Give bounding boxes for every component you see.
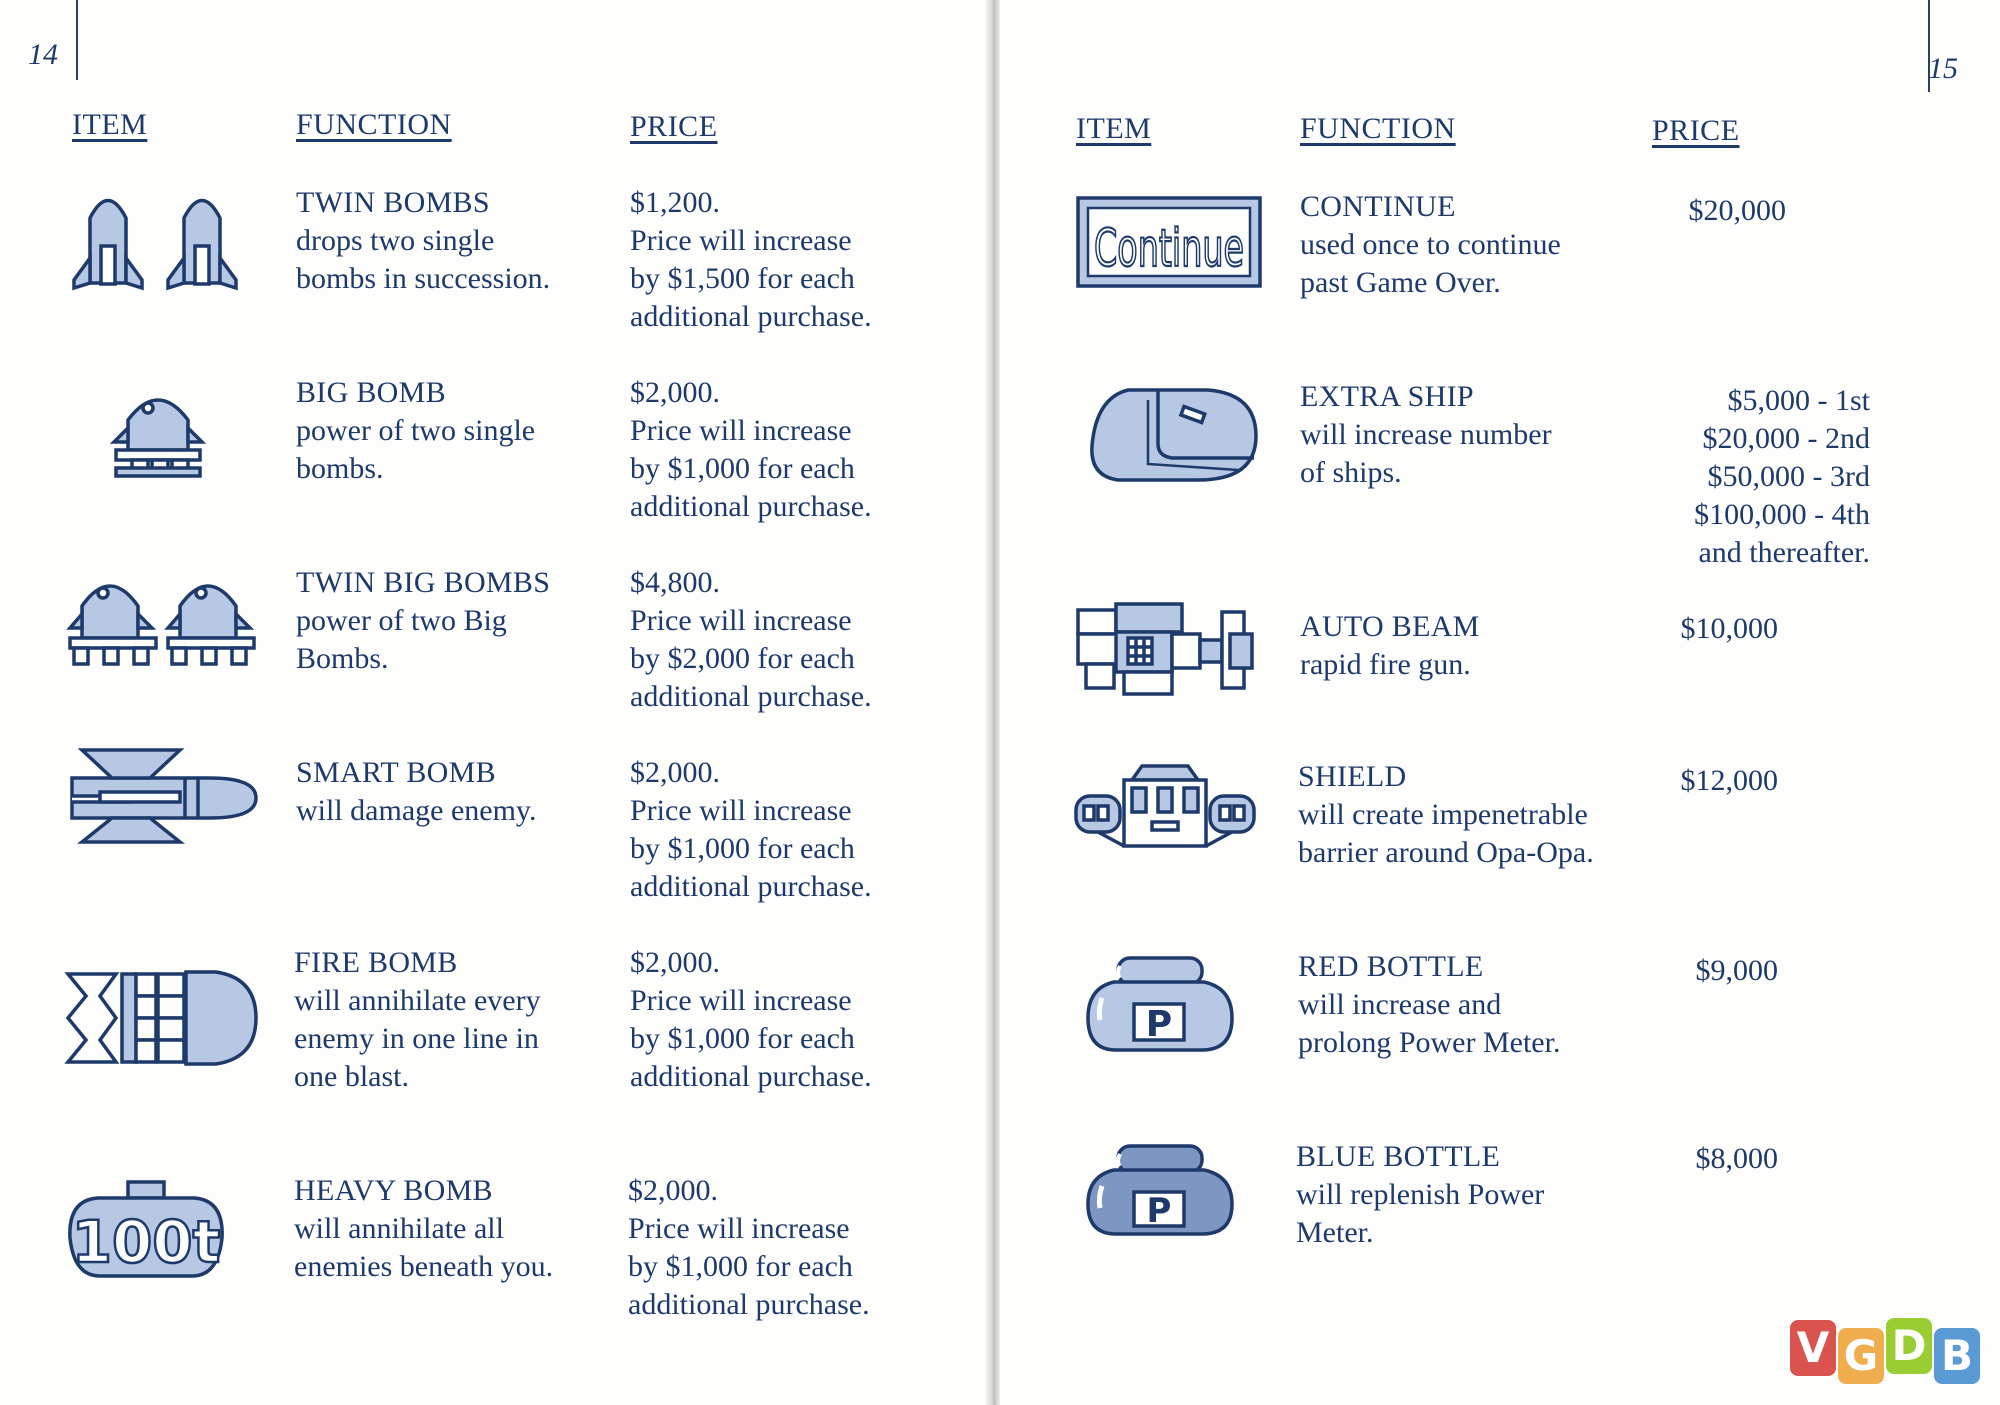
heavy-bomb-label: 100t — [71, 1208, 221, 1276]
item-name-heavy-bomb: HEAVY BOMB — [294, 1174, 493, 1207]
item-price-extra-ship: $5,000 - 1st $20,000 - 2nd $50,000 - 3rd $100,000 - 4th and thereafter. — [1694, 384, 1870, 569]
item-function-shield: will create impenetrable barrier around Opa-Opa. — [1298, 798, 1594, 869]
page-number-left: 14 — [28, 38, 58, 71]
shield-icon — [1070, 762, 1260, 858]
item-price-blue-bottle: $8,000 — [1695, 1142, 1778, 1175]
page-number-right: 15 — [1928, 52, 1958, 85]
item-price-continue: $20,000 — [1688, 194, 1786, 227]
item-price-smart-bomb: $2,000. Price will increase by $1,000 for each additional purchase. — [630, 756, 872, 903]
margin-line-left — [76, 0, 78, 80]
auto-beam-icon — [1074, 604, 1254, 696]
header-price-left: PRICE — [630, 110, 718, 143]
item-price-red-bottle: $9,000 — [1695, 954, 1778, 987]
red-bottle-icon — [1084, 954, 1234, 1054]
item-name-fire-bomb: FIRE BOMB — [294, 946, 458, 979]
item-name-shield: SHIELD — [1298, 760, 1407, 793]
item-function-twin-bombs: drops two single bombs in succession. — [296, 224, 551, 295]
item-name-blue-bottle: BLUE BOTTLE — [1296, 1140, 1501, 1173]
item-name-red-bottle: RED BOTTLE — [1298, 950, 1484, 983]
item-function-red-bottle: will increase and prolong Power Meter. — [1298, 988, 1561, 1059]
item-function-twin-big-bombs: power of two Big Bombs. — [296, 604, 507, 675]
book-gutter — [986, 0, 1000, 1405]
continue-icon — [1076, 196, 1262, 288]
vgdb-letter-v: V — [1790, 1320, 1836, 1376]
big-bomb-icon — [108, 380, 208, 480]
item-price-auto-beam: $10,000 — [1680, 612, 1778, 645]
extra-ship-icon — [1088, 384, 1258, 484]
item-price-fire-bomb: $2,000. Price will increase by $1,000 for each additional purchase. — [630, 946, 872, 1093]
item-function-auto-beam: rapid fire gun. — [1300, 648, 1471, 681]
item-name-continue: CONTINUE — [1300, 190, 1456, 223]
item-price-twin-bombs: $1,200. Price will increase by $1,500 for each additional purchase. — [630, 186, 872, 333]
item-name-big-bomb: BIG BOMB — [296, 376, 446, 409]
fire-bomb-icon — [66, 970, 256, 1066]
item-name-smart-bomb: SMART BOMB — [296, 756, 496, 789]
item-name-twin-big-bombs: TWIN BIG BOMBS — [296, 566, 551, 599]
item-function-smart-bomb: will damage enemy. — [296, 794, 537, 827]
item-function-heavy-bomb: will annihilate all enemies beneath you. — [294, 1212, 554, 1283]
continue-icon-label: Continue — [1094, 219, 1244, 279]
item-name-auto-beam: AUTO BEAM — [1300, 610, 1480, 643]
heavy-bomb-icon — [68, 1180, 224, 1280]
twin-bombs-icon — [68, 188, 258, 293]
vgdb-letter-b: B — [1934, 1328, 1980, 1384]
vgdb-letter-d: D — [1886, 1318, 1932, 1374]
header-function-right: FUNCTION — [1300, 112, 1456, 145]
item-price-heavy-bomb: $2,000. Price will increase by $1,000 for each additional purchase. — [628, 1174, 870, 1321]
header-item-left: ITEM — [72, 108, 148, 141]
smart-bomb-icon — [70, 748, 256, 844]
item-function-extra-ship: will increase number of ships. — [1300, 418, 1552, 489]
red-bottle-label: P — [1145, 1004, 1173, 1045]
item-name-twin-bombs: TWIN BOMBS — [296, 186, 490, 219]
item-price-shield: $12,000 — [1680, 764, 1778, 797]
vgdb-watermark — [1790, 1318, 1990, 1388]
header-function-left: FUNCTION — [296, 108, 452, 141]
vgdb-letter-g: G — [1838, 1328, 1884, 1384]
item-function-big-bomb: power of two single bombs. — [296, 414, 536, 485]
header-price-right: PRICE — [1652, 114, 1740, 147]
item-function-blue-bottle: will replenish Power Meter. — [1296, 1178, 1545, 1249]
item-price-big-bomb: $2,000. Price will increase by $1,000 for each additional purchase. — [630, 376, 872, 523]
item-function-continue: used once to continue past Game Over. — [1300, 228, 1561, 299]
item-name-extra-ship: EXTRA SHIP — [1300, 380, 1474, 413]
item-price-twin-big-bombs: $4,800. Price will increase by $2,000 for each additional purchase. — [630, 566, 872, 713]
header-item-right: ITEM — [1076, 112, 1152, 145]
twin-big-bombs-icon — [68, 568, 264, 672]
blue-bottle-label: P — [1146, 1191, 1172, 1231]
blue-bottle-icon — [1084, 1142, 1234, 1238]
item-function-fire-bomb: will annihilate every enemy in one line in one blast. — [294, 984, 541, 1093]
